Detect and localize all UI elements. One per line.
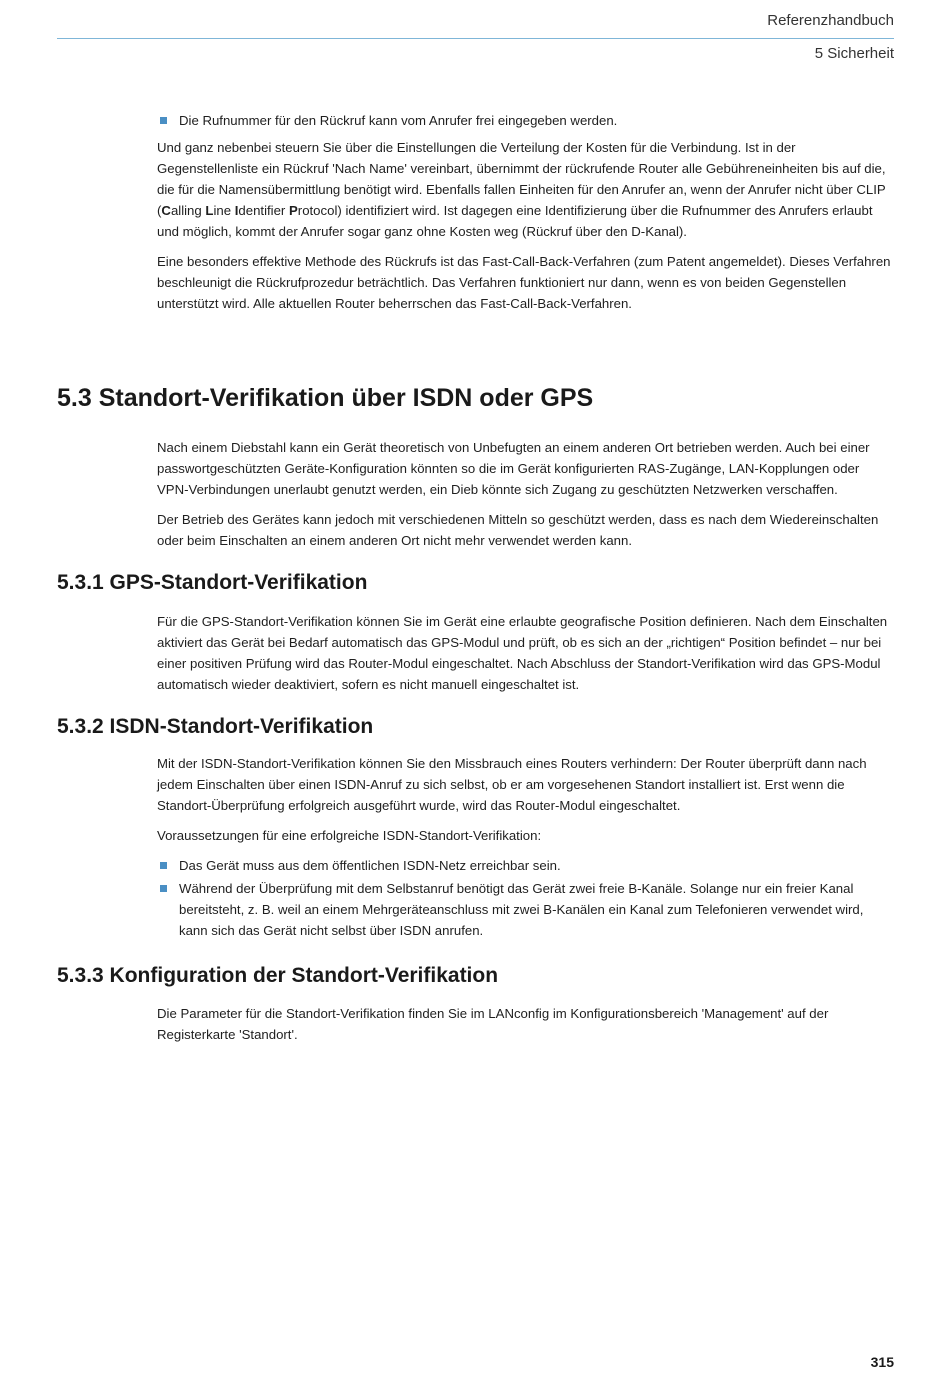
requirements-list [157,855,894,941]
section-5-3-1-body [157,611,894,704]
gps-paragraph: Für die GPS-Standort-Verifikation können Sie im Gerät eine erlaubte geografische Position definieren. Nach dem Einschalten aktiviert das Gerät bei Bedarf automatisch das GPS-Modul und prüft, ob es sich an der „richtigen“ Position befindet – nur bei einer positiven Prüfung wird das Router-Modul eingeschaltet. Nach Abschluss der Standort-Verifikation wird das GPS-Modul automatisch wieder deaktiviert, sofern es nicht manuell eingeschaltet ist. [157,614,888,692]
acronym-letter: C [161,203,171,218]
chapter-title: 5 Sicherheit [814,45,894,62]
section-5-3-3-body [157,1003,894,1054]
list-item [157,878,894,941]
section-5-3-2-body [157,753,894,947]
isdn-paragraph: Mit der ISDN-Standort-Verifikation können Sie den Missbrauch eines Routers verhindern: Der Router überprüft dann nach jedem Einschalten über einen ISDN-Anruf zu sich selbst, ob er am vorgesehenen Standort installiert ist. Erst wenn die Standort-Überprüfung erfolgreich ausgeführt wurde, wird das Router-Modul eingeschaltet. [157,756,867,813]
acronym-letter: P [289,203,298,218]
header-divider [57,38,894,39]
list-item-text: Die Rufnummer für den Rückruf kann vom Anrufer frei eingegeben werden. [179,113,618,128]
bullet-square-icon [160,885,167,892]
paragraph-text: dentifier [238,203,289,218]
callback-bullet-list [157,110,894,131]
list-item [157,110,894,131]
configuration-paragraph: Die Parameter für die Standort-Verifikation finden Sie im LANconfig im Konfigurationsbereich 'Management' auf der Registerkarte 'Standort'. [157,1006,829,1042]
section-heading-5-3-1: 5.3.1 GPS-Standort-Verifikation [57,571,368,594]
list-item-text: Während der Überprüfung mit dem Selbstanruf benötigt das Gerät zwei freie B-Kanäle. Solange nur ein freier Kanal bereitsteht, z. B. weil an einem Mehrgeräteanschluss mit zwei B-Kanälen ein Kanal zum Telefonieren verwendet wird, kann sich das Gerät nicht selbst über ISDN anrufen. [179,881,864,938]
list-item [157,855,894,876]
paragraph-text: ine [213,203,235,218]
paragraph-text: ) identifiziert wird. Ist dagegen eine Identifizierung über die Rufnummer des Anrufers erlaubt und möglich, kommt der Anrufer sogar ganz ohne Kosten weg (Rückruf über den D-Kanal). [157,203,873,239]
theft-paragraph: Nach einem Diebstahl kann ein Gerät theoretisch von Unbefugten an einem anderen Ort betrieben werden. Auch bei einer passwortgeschützten Geräte-Konfiguration könnten so die im Gerät konfigurierten RAS-Zugänge, LAN-Kopplungen oder VPN-Verbindungen unerlaubt genutzt werden, ein Dieb könnte sich Zugang zu geschützten Netzwerken verschaffen. [157,440,870,497]
section-heading-5-3-2: 5.3.2 ISDN-Standort-Verifikation [57,715,374,738]
paragraph-text: alling [170,203,206,218]
paragraph-text: Und ganz nebenbei steuern Sie über die Einstellungen die Verteilung der Kosten für die Verbindung. Ist in der Gegenstellenliste ein Rückruf 'Nach Name' vereinbart, übernimmt der rückrufende Router alle Gebühreneinheiten bis auf die, die für die Namensübermittlung benötigt wird. Ebenfalls fallen Einheiten für den Anrufer an, wenn der Anrufer nicht über CLIP ( [157,140,886,218]
bullet-square-icon [160,117,167,124]
protection-paragraph: Der Betrieb des Gerätes kann jedoch mit verschiedenen Mitteln so geschützt werden, dass es nach dem Wiedereinschalten oder beim Einschalten an einem anderen Ort nicht mehr verwendet werden kann. [157,512,879,548]
acronym-letter: I [234,203,239,218]
requirements-paragraph: Voraussetzungen für eine erfolgreiche ISDN-Standort-Verifikation: [157,828,542,843]
section-heading-5-3: 5.3 Standort-Verifikation über ISDN oder GPS [57,384,594,412]
fast-call-back-paragraph: Eine besonders effektive Methode des Rückrufs ist das Fast-Call-Back-Verfahren (zum Patent angemeldet). Dieses Verfahren beschleunigt die Rückrufprozedur beträchtlich. Das Verfahren funktioniert nur dann, wenn es von beiden Gegenstellen unterstützt wird. Alle aktuellen Router beherrschen das Fast-Call-Back-Verfahren. [157,254,891,311]
cost-distribution-paragraph [157,137,894,242]
callback-intro [157,110,894,323]
acronym-letter: L [205,203,214,218]
section-heading-5-3-3: 5.3.3 Konfiguration der Standort-Verifikation [57,964,499,987]
bullet-square-icon [160,862,167,869]
page-number: 315 [870,1354,894,1370]
section-5-3-body [157,437,894,560]
manual-title: Referenzhandbuch [767,12,894,29]
paragraph-text: rotocol [297,203,338,218]
list-item-text: Das Gerät muss aus dem öffentlichen ISDN-Netz erreichbar sein. [179,858,561,873]
